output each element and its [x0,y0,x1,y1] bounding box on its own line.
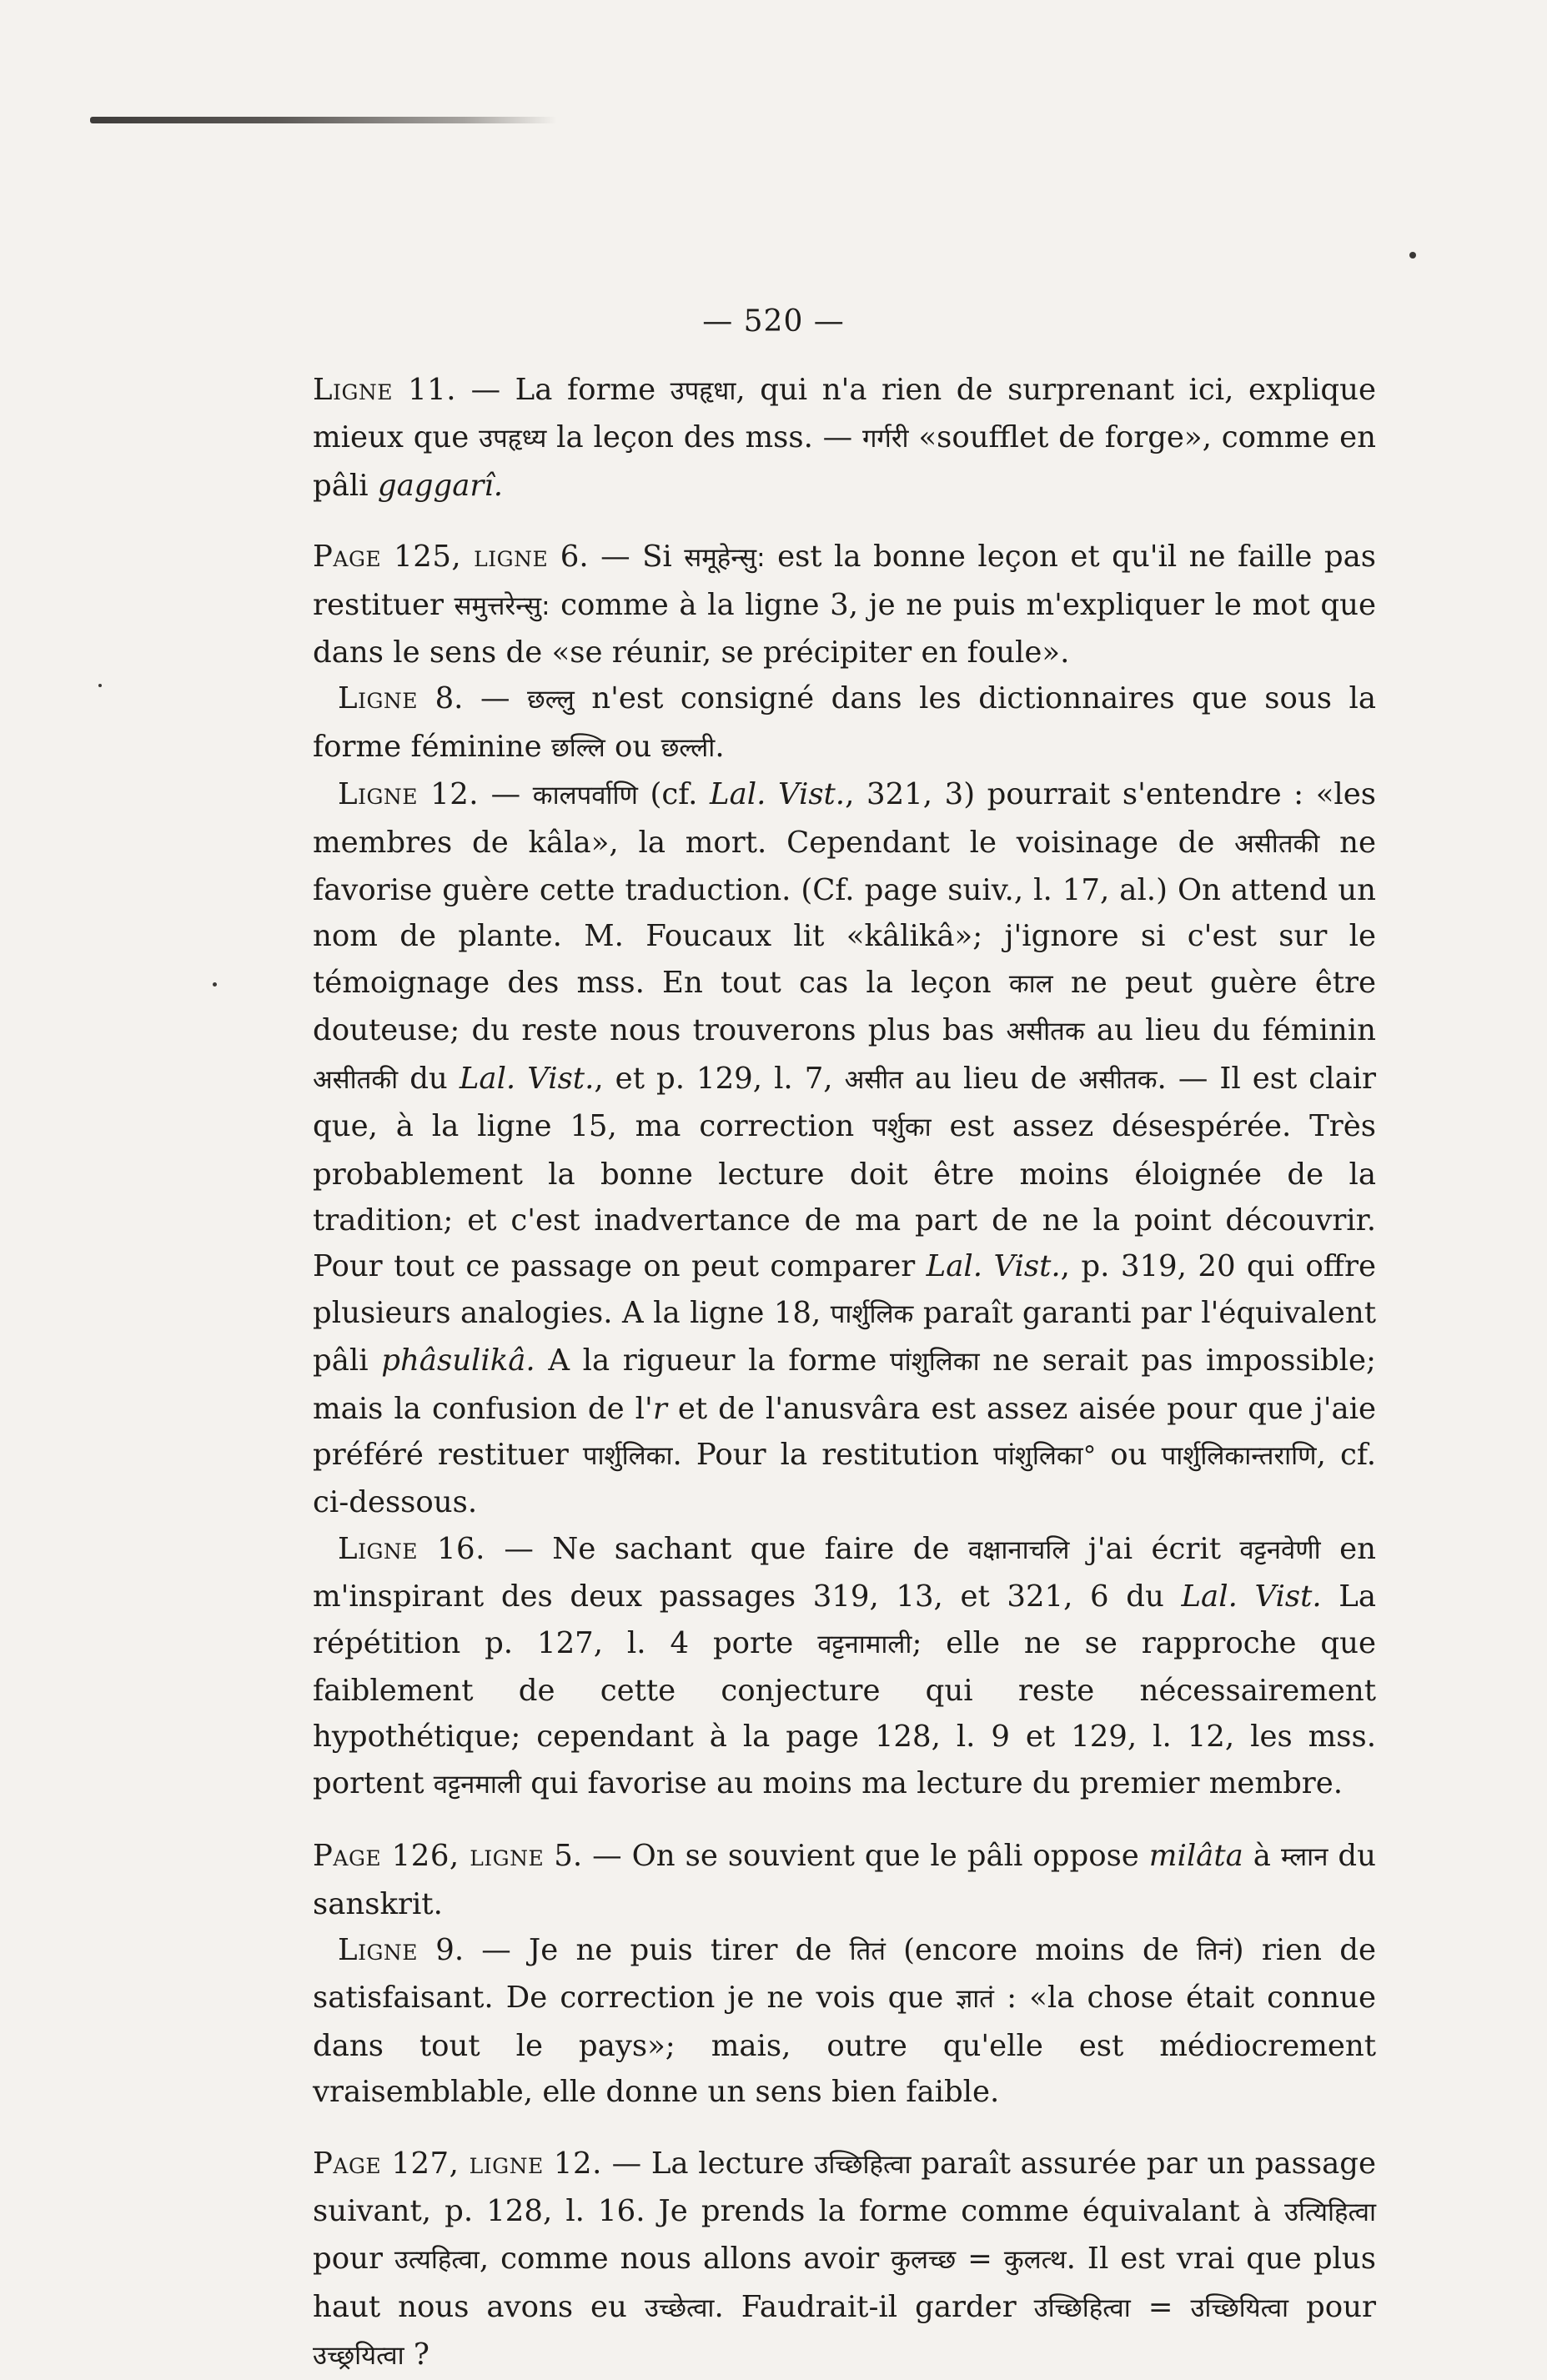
sanskrit-word: गर्गरी [861,424,909,454]
text-run: : «la chose était connue dans tout le pays»; mais, outre qu'elle est médiocrement vraisemblable, elle donne un sens bien faible. [313,1981,1376,2110]
text-run: — La forme [456,373,671,407]
note-section [313,2141,1376,2380]
note-paragraph [313,2141,1376,2380]
scan-speck [98,684,102,687]
page-number: — 520 — [702,304,845,339]
sanskrit-word: उच्छियित्वा [1190,2292,1289,2323]
text-run: , qui n'a rien de surprenant ici, explique mieux que [313,373,1377,455]
text-run: «soufflet de forge», comme en pâli [313,420,1376,503]
text-run: 8. — [418,681,527,716]
text-run: ? [404,2337,429,2372]
text-run: (encore moins de [885,1933,1197,1967]
italic-term: Lal. Vist. [710,777,846,812]
reference-label: Page 127, ligne 12. [313,2146,602,2181]
text-run: qui favorise au moins ma lecture du premier membre. [520,1765,1344,1800]
italic-term: milâta [1148,1839,1243,1874]
sanskrit-word: छल्लि [550,732,605,763]
italic-term: Lal. Vist. [459,1061,595,1096]
text-run: est assez désespérée. Très probablement la bonne lecture doit être moins éloignée de la tradition; et c'est inadvertance de ma part de ne la point découvrir. Pour tout ce passage on peut comparer [313,1109,1376,1284]
reference-label: Ligne [338,1933,419,1967]
reference-label: Ligne 11. [313,373,457,407]
text-run: ; elle ne se rapproche que faiblement de cette conjecture qui reste nécessairement hypothétique; cependant à la page 128, l. 9 et 129, l. 12, les mss. portent [313,1625,1376,1800]
sanskrit-word: उपहृधा [670,376,736,406]
text-run: , et p. 129, l. 7, [594,1061,845,1096]
sanskrit-word: काल [1008,968,1053,999]
text-run: et de l'anusvâra est assez aisée pour que j'aie préféré restituer [313,1391,1376,1472]
sanskrit-word: पांशुलिका° [993,1440,1097,1471]
sanskrit-word: उत्यहित्वा [394,2245,480,2276]
italic-term: r [652,1391,667,1426]
sanskrit-word: उच्छेत्वा [644,2292,715,2323]
sanskrit-word: वट्टनवेणी [1239,1534,1321,1565]
note-paragraph [313,771,1376,1526]
text-run: du [398,1061,460,1096]
text-run: pour [313,2242,394,2277]
text-run: = [1130,2289,1191,2324]
sanskrit-word: असीतकी [313,1064,399,1095]
sanskrit-word: कालपर्वाणि [532,781,638,811]
text-run: comme à la ligne 3, je ne puis m'expliquer le mot que dans le sens de «se réunir, se précipiter en foule». [313,587,1376,670]
text-run: , cf. ci-dessous. [313,1437,1376,1520]
text-run: . Il est vrai que plus haut nous avons eu [313,2242,1376,2324]
note-paragraph [313,1526,1376,1808]
text-run: 5. — On se souvient que le pâli oppose [544,1839,1149,1874]
sanskrit-word: पार्शुलिका [582,1440,673,1471]
sanskrit-word: तितं [849,1936,886,1966]
sanskrit-word: समूहेन्सु: [684,543,766,574]
note-paragraph [313,367,1376,509]
sanskrit-word: कुलत्थ [1003,2245,1067,2276]
sanskrit-word: छल्ली [660,732,716,763]
text-run: au lieu de [902,1061,1079,1096]
text-run: — [479,777,533,812]
sanskrit-word: कुलच्छ [891,2245,957,2276]
text-run: du sanskrit. [313,1839,1377,1921]
text-run: ) rien de satisfaisant. De correction je ne vois que [313,1933,1376,2016]
italic-term: Lal. Vist. [1181,1579,1322,1614]
text-run: . [715,729,725,764]
note-paragraph [313,1927,1376,2116]
note-paragraph [313,534,1376,675]
sanskrit-word: असीतक [1078,1064,1158,1095]
text-run: en m'inspirant des deux passages 319, 13, et 321, 6 du [313,1531,1376,1614]
text-run: ne favorise guère cette traduction. (Cf. page suiv., l. 17, al.) On attend un nom de plante. M. Foucaux lit «kâlikâ»; j'ignore si c'est sur le témoignage des mss. En tout cas la leçon [313,825,1376,1000]
text-run: paraît garanti par l'équivalent pâli [313,1295,1376,1378]
text-run: — Ne sachant que faire de [485,1531,968,1566]
text-run: ou [1096,1437,1162,1472]
sanskrit-word: उच्छ्रयित्वा [313,2341,404,2372]
text-run: La répétition p. 127, l. 4 porte [313,1579,1376,1660]
page-body [313,367,1376,2380]
sanskrit-word: समुत्तरेन्सु: [454,590,550,621]
sanskrit-word: उच्छिहित्वा [814,2149,912,2180]
sanskrit-word: वट्टनमाली [433,1769,521,1800]
text-run: 9. — Je ne puis tirer de [418,1933,850,1967]
sanskrit-word: असीतकी [1234,828,1320,859]
text-run: A la rigueur la forme [535,1343,890,1378]
text-run: à [1243,1839,1281,1874]
sanskrit-word: असीत [844,1064,903,1095]
reference-label: Page 126, ligne [313,1839,545,1874]
sanskrit-word: म्लान [1280,1842,1329,1873]
text-run: ne peut guère être douteuse; du reste nous trouverons plus bas [313,965,1376,1048]
reference-label: Ligne 16. [338,1531,485,1566]
sanskrit-word: पांशुलिका [890,1347,980,1378]
text-run: — La lecture [601,2146,815,2181]
italic-term: Lal. Vist. [926,1249,1061,1284]
note-section [313,534,1376,1808]
reference-label: Ligne 12. [338,777,480,812]
reference-label: Page 125, ligne [313,540,549,575]
scan-speck [1409,252,1416,259]
italic-term: phâsulikâ. [381,1343,535,1378]
reference-label: Ligne [338,681,419,716]
text-run: 6. — Si [548,540,685,575]
text-run: , p. 319, 20 qui offre plusieurs analogies. A la ligne 18, [313,1249,1376,1330]
note-section [313,1833,1376,2115]
sanskrit-word: वट्टनामाली [817,1629,912,1659]
text-run: = [956,2242,1004,2277]
italic-term: gaggarî. [377,468,504,503]
sanskrit-word: वक्षानाचलि [967,1534,1070,1565]
text-run: au lieu du féminin [1084,1013,1376,1048]
sanskrit-word: पर्शुका [872,1112,932,1143]
text-run: , comme nous allons avoir [479,2242,892,2277]
sanskrit-word: पार्शुलिक [830,1298,914,1329]
text-run: ou [605,729,661,764]
text-run: , 321, 3) pourrait s'entendre : «les membres de kâla», la mort. Cependant le voisinage de [313,777,1377,860]
sanskrit-word: ज्ञातं [956,1984,994,2015]
sanskrit-word: असीतक [1006,1017,1085,1047]
sanskrit-word: तिनं [1196,1936,1233,1966]
text-run: paraît assurée par un passage suivant, p. 128, l. 16. Je prends la forme comme équivalant à [313,2146,1376,2229]
scan-speck [213,982,217,987]
text-run: (cf. [637,777,710,812]
text-run: est la bonne leçon et qu'il ne faille pas restituer [313,540,1376,622]
note-paragraph [313,1833,1376,1927]
text-run: . — Il est clair que, à la ligne 15, ma correction [313,1061,1377,1144]
sanskrit-word: छल्लु [526,685,575,716]
sanskrit-word: उत्यिहित्वा [1284,2197,1376,2228]
text-run: . Faudrait-il garder [714,2289,1034,2324]
note-section [313,367,1376,509]
sanskrit-word: उच्छिहित्वा [1033,2292,1131,2323]
text-run: la leçon des mss. — [546,420,862,455]
sanskrit-word: पार्शुलिकान्तराणि [1161,1440,1317,1471]
text-run: ne serait pas impossible; mais la confusion de l' [313,1343,1376,1426]
scan-edge-mark [90,117,557,123]
text-run: j'ai écrit [1069,1531,1240,1566]
text-run: . Pour la restitution [672,1437,994,1472]
note-paragraph [313,675,1376,771]
sanskrit-word: उपहृध्य [479,424,547,454]
text-run: pour [1288,2289,1376,2324]
text-run: n'est consigné dans les dictionnaires que sous la forme féminine [313,681,1376,764]
